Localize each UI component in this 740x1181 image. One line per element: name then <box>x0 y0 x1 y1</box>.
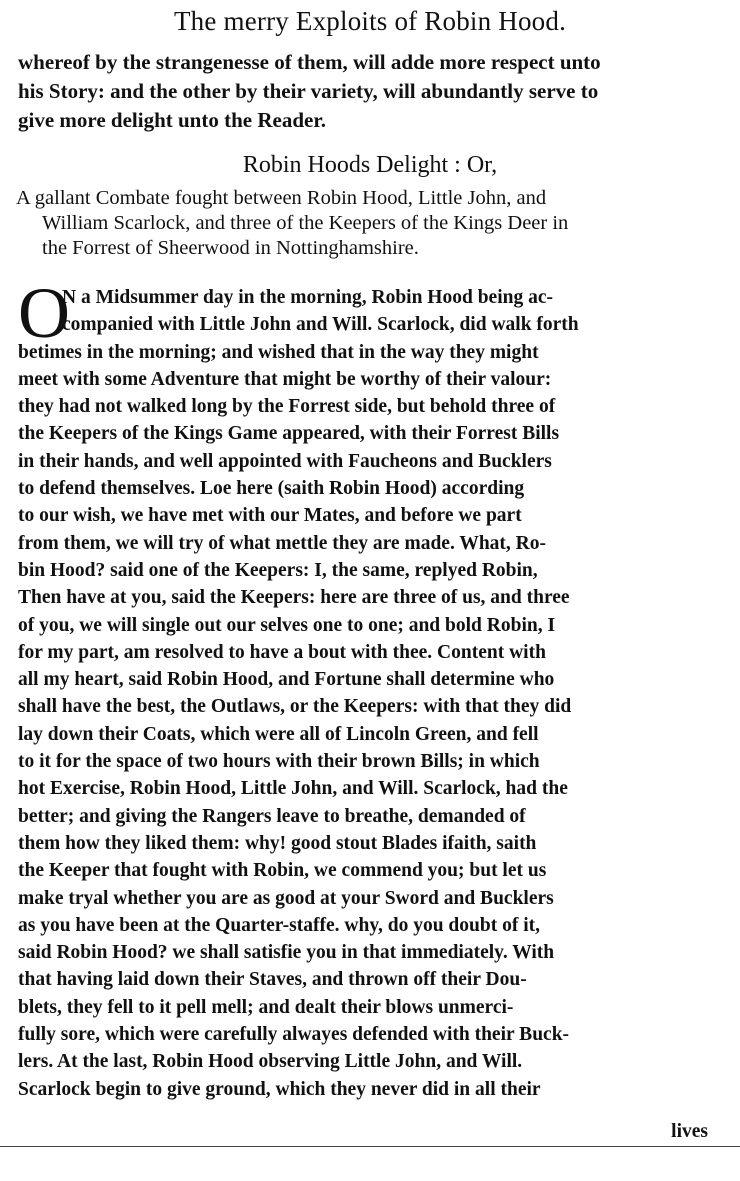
catchword: lives <box>671 1121 708 1142</box>
intro-paragraph <box>18 48 718 135</box>
drop-cap-initial: O <box>18 273 70 353</box>
body-line: make tryal whether you are as good at your Sword and Bucklers <box>18 887 554 909</box>
body-line: to it for the space of two hours with their brown Bills; in which <box>18 751 540 773</box>
running-head: The merry Exploits of Robin Hood. <box>173 6 567 36</box>
ballad-title: Robin Hoods Delight : Or, <box>242 152 498 178</box>
body-line: the Keepers of the Kings Game appeared, with their Forrest Bills <box>18 423 560 445</box>
subtitle-line: the Forrest of Sheerwood in Nottinghamshire. <box>42 237 419 259</box>
body-line: fully sore, which were carefully alwayes defended with their Buck- <box>18 1024 570 1046</box>
body-line: blets, they fell to it pell mell; and dealt their blows unmerci- <box>18 996 514 1018</box>
body-line: bin Hood? said one of the Keepers: I, the same, replyed Robin, <box>18 559 538 581</box>
body-line: them how they liked them: why! good stout Blades ifaith, saith <box>18 832 537 854</box>
body-line: betimes in the morning; and wished that in the way they might <box>18 341 539 363</box>
body-line: N a Midsummer day in the morning, Robin Hood being ac- <box>62 287 553 308</box>
body-line: they had not walked long by the Forrest side, but behold three of <box>18 396 556 418</box>
body-line: all my heart, said Robin Hood, and Fortune shall determine who <box>18 669 555 691</box>
intro-line: whereof by the strangenesse of them, will adde more respect unto <box>18 50 601 74</box>
body-line: companied with Little John and Will. Scarlock, did walk forth <box>62 314 579 336</box>
subtitle-line: A gallant Combate fought between Robin Hood, Little John, and <box>16 187 547 209</box>
intro-line: his Story: and the other by their variety, will abundantly serve to <box>18 79 599 103</box>
body-line: lay down their Coats, which were all of Lincoln Green, and fell <box>18 723 539 745</box>
body-line: said Robin Hood? we shall satisfie you in that immediately. With <box>18 942 555 964</box>
body-line: shall have the best, the Outlaws, or the Keepers: with that they did <box>18 696 572 718</box>
body-paragraph <box>18 284 718 1103</box>
bottom-rule <box>0 1146 740 1147</box>
intro-line: give more delight unto the Reader. <box>18 108 326 132</box>
body-line: hot Exercise, Robin Hood, Little John, and Will. Scarlock, had the <box>18 778 568 800</box>
body-line: the Keeper that fought with Robin, we commend you; but let us <box>18 860 547 882</box>
body-line: Then have at you, said the Keepers: here are three of us, and three <box>18 587 570 609</box>
body-line: lers. At the last, Robin Hood observing Little John, and Will. <box>18 1051 523 1073</box>
body-line: as you have been at the Quarter-staffe. why, do you doubt of it, <box>18 914 540 936</box>
body-line: for my part, am resolved to have a bout with thee. Content with <box>18 641 546 663</box>
body-line: that having laid down their Staves, and thrown off their Dou- <box>18 969 527 991</box>
body-line: to our wish, we have met with our Mates, and before we part <box>18 505 522 527</box>
body-line: better; and giving the Rangers leave to breathe, demanded of <box>18 805 526 827</box>
body-line: in their hands, and well appointed with Faucheons and Bucklers <box>18 450 552 472</box>
ballad-subtitle <box>16 186 726 261</box>
body-line: Scarlock begin to give ground, which they never did in all their <box>18 1078 541 1100</box>
body-line: from them, we will try of what mettle they are made. What, Ro- <box>18 532 547 554</box>
subtitle-line: William Scarlock, and three of the Keepers of the Kings Deer in <box>42 212 569 234</box>
body-line: to defend themselves. Loe here (saith Robin Hood) according <box>18 478 525 500</box>
body-line: of you, we will single out our selves one to one; and bold Robin, I <box>18 614 556 636</box>
body-line: meet with some Adventure that might be worthy of their valour: <box>18 368 552 390</box>
